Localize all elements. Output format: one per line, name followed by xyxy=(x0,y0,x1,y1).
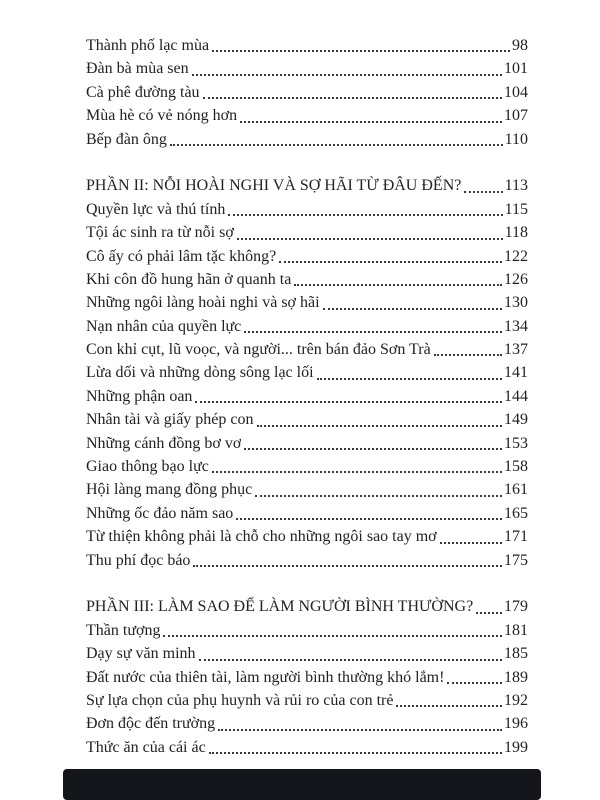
toc-entry-title: Đơn độc đến trường xyxy=(86,715,216,733)
toc-entry-page: 113 xyxy=(504,177,528,195)
toc-leader-dots xyxy=(396,705,502,707)
toc-entry xyxy=(86,666,528,689)
toc-entry xyxy=(86,712,528,735)
toc-leader-dots xyxy=(434,354,502,356)
toc-entry-title: Nhân tài và giấy phép con xyxy=(86,411,254,429)
toc-entry xyxy=(86,549,528,572)
toc-entry xyxy=(86,642,528,665)
toc-entry-title: Nạn nhân của quyền lực xyxy=(86,317,242,335)
toc-entry xyxy=(86,245,528,268)
toc-entry-page: 199 xyxy=(504,738,528,756)
toc-entry xyxy=(86,34,528,57)
toc-entry-page: 181 xyxy=(504,621,528,639)
toc-entry xyxy=(86,502,528,525)
toc-entry xyxy=(86,57,528,80)
toc-entry xyxy=(86,198,528,221)
toc-entry xyxy=(86,525,528,548)
toc-entry-title: PHẦN II: NỖI HOÀI NGHI VÀ SỢ HÃI TỪ ĐÂU ĐẾN? xyxy=(86,177,462,195)
toc-entry-page: 158 xyxy=(504,458,528,476)
toc-entry-page: 165 xyxy=(504,504,528,522)
toc-entry-page: 107 xyxy=(504,107,528,125)
toc-entry-page: 196 xyxy=(504,715,528,733)
toc-entry-page: 134 xyxy=(504,317,528,335)
toc-entry xyxy=(86,455,528,478)
toc-entry xyxy=(86,408,528,431)
toc-entry xyxy=(86,128,528,151)
toc-entry-title: Thức ăn của cái ác xyxy=(86,738,206,756)
toc-entry-page: 179 xyxy=(504,598,528,616)
toc-entry xyxy=(86,81,528,104)
toc-leader-dots xyxy=(440,542,502,544)
toc-entry-page: 115 xyxy=(504,200,528,218)
toc-leader-dots xyxy=(199,659,502,661)
toc-entry xyxy=(86,315,528,338)
toc-entry-page: 118 xyxy=(504,224,528,242)
toc-entry-title: Thành phố lạc mùa xyxy=(86,36,210,54)
toc-entry-title: Dạy sự văn minh xyxy=(86,645,196,663)
toc-entry-page: 137 xyxy=(504,341,528,359)
toc-entry xyxy=(86,268,528,291)
toc-leader-dots xyxy=(212,471,502,473)
toc-entry-title: Con khỉ cụt, lũ voọc, và người... trên bán đảo Sơn Trà xyxy=(86,341,431,359)
toc-entry-title: Hội làng mang đồng phục xyxy=(86,481,253,499)
toc-leader-dots xyxy=(192,74,502,76)
toc-leader-dots xyxy=(203,97,502,99)
toc-leader-dots xyxy=(193,565,502,567)
toc-entry-title: Quyền lực và thú tính xyxy=(86,200,226,218)
toc-entry-title: Đất nước của thiên tài, làm người bình thường khó lắm! xyxy=(86,668,445,686)
toc-entry-page: 192 xyxy=(504,691,528,709)
toc-entry-page: 185 xyxy=(504,645,528,663)
toc-entry xyxy=(86,736,528,759)
toc-entry xyxy=(86,174,528,197)
toc-leader-dots xyxy=(209,752,502,754)
toc-leader-dots xyxy=(163,635,502,637)
toc-entry xyxy=(86,595,528,618)
toc-leader-dots xyxy=(464,191,502,193)
toc-leader-dots xyxy=(218,729,502,731)
toc-entry-title: Mùa hè có vẻ nóng hơn xyxy=(86,107,238,125)
toc-entry-title: Những cánh đồng bơ vơ xyxy=(86,434,242,452)
toc-entry-title: Từ thiện không phải là chỗ cho những ngôi sao tay mơ xyxy=(86,528,437,546)
toc-list xyxy=(86,34,528,759)
toc-entry-title: Đàn bà mùa sen xyxy=(86,60,189,78)
toc-leader-dots xyxy=(255,495,502,497)
toc-leader-dots xyxy=(279,261,502,263)
toc-entry xyxy=(86,619,528,642)
toc-leader-dots xyxy=(228,214,502,216)
toc-entry-title: Khi côn đồ hung hãn ở quanh ta xyxy=(86,270,292,288)
toc-entry xyxy=(86,104,528,127)
toc-entry-page: 98 xyxy=(512,36,528,54)
toc-leader-dots xyxy=(294,284,502,286)
toc-entry xyxy=(86,338,528,361)
toc-entry-page: 189 xyxy=(504,668,528,686)
toc-leader-dots xyxy=(317,378,502,380)
toc-entry xyxy=(86,385,528,408)
toc-entry-title: Tội ác sinh ra từ nỗi sợ xyxy=(86,224,234,242)
toc-entry-page: 101 xyxy=(504,60,528,78)
toc-entry xyxy=(86,221,528,244)
toc-entry-title: PHẦN III: LÀM SAO ĐỂ LÀM NGƯỜI BÌNH THƯỜNG? xyxy=(86,598,474,616)
toc-leader-dots xyxy=(195,401,502,403)
toc-entry-title: Sự lựa chọn của phụ huynh và rủi ro của con trẻ xyxy=(86,691,394,709)
toc-entry-page: 126 xyxy=(504,270,528,288)
toc-entry-page: 171 xyxy=(504,528,528,546)
toc-entry-title: Bếp đàn ông xyxy=(86,130,167,148)
toc-leader-dots xyxy=(212,50,510,52)
toc-entry-title: Cà phê đường tàu xyxy=(86,83,200,101)
toc-leader-dots xyxy=(323,308,502,310)
toc-entry-page: 110 xyxy=(504,130,528,148)
toc-entry-page: 130 xyxy=(504,294,528,312)
toc-entry xyxy=(86,689,528,712)
toc-entry-title: Thu phí đọc báo xyxy=(86,551,191,569)
toc-leader-dots xyxy=(236,518,502,520)
toc-entry xyxy=(86,478,528,501)
toc-entry-page: 149 xyxy=(504,411,528,429)
toc-entry xyxy=(86,361,528,384)
toc-entry xyxy=(86,432,528,455)
toc-entry-page: 122 xyxy=(504,247,528,265)
toc-leader-dots xyxy=(240,121,502,123)
toc-entry-title: Cô ấy có phải lâm tặc không? xyxy=(86,247,277,265)
toc-entry-title: Lừa dối và những dòng sông lạc lối xyxy=(86,364,314,382)
toc-entry xyxy=(86,291,528,314)
toc-entry-page: 161 xyxy=(504,481,528,499)
toc-entry-title: Những ốc đảo năm sao xyxy=(86,504,234,522)
toc-entry-title: Giao thông bạo lực xyxy=(86,458,209,476)
toc-leader-dots xyxy=(244,331,502,333)
toc-leader-dots xyxy=(170,144,503,146)
toc-entry-page: 144 xyxy=(504,387,528,405)
toc-leader-dots xyxy=(237,238,503,240)
bottom-bar xyxy=(63,769,541,800)
toc-leader-dots xyxy=(447,682,502,684)
toc-entry-page: 104 xyxy=(504,83,528,101)
toc-leader-dots xyxy=(257,425,503,427)
toc-entry-page: 141 xyxy=(504,364,528,382)
toc-entry-title: Những ngôi làng hoài nghi và sợ hãi xyxy=(86,294,320,312)
toc-entry-page: 175 xyxy=(504,551,528,569)
toc-leader-dots xyxy=(244,448,502,450)
toc-leader-dots xyxy=(476,612,502,614)
toc-entry-page: 153 xyxy=(504,434,528,452)
toc-entry-title: Thần tượng xyxy=(86,621,161,639)
toc-entry-title: Những phận oan xyxy=(86,387,193,405)
